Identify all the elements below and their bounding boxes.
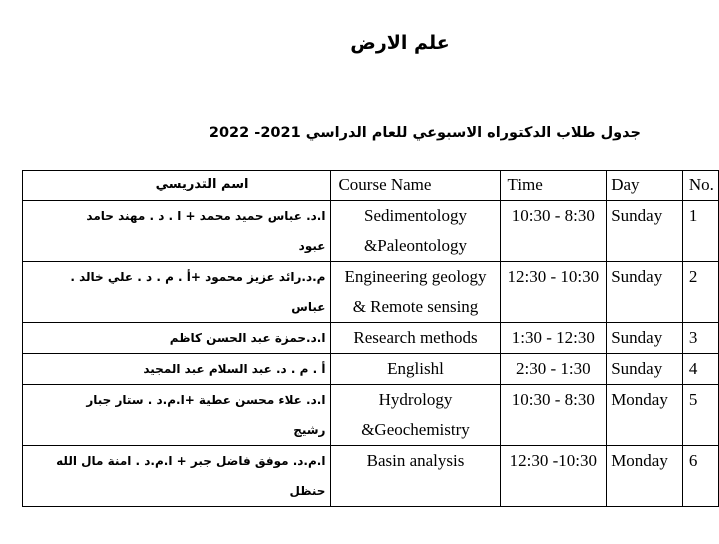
course-cell <box>331 354 500 385</box>
instructor-cell <box>23 201 331 262</box>
row-number: 4 <box>682 354 718 385</box>
table-header-row <box>23 171 719 201</box>
course-line: Basin analysis <box>366 451 465 470</box>
day-cell: Sunday <box>607 354 683 385</box>
header-time: Time <box>500 171 607 201</box>
instructor-line: م.د.رائد عزيز محمود +أ . م . د . علي خالد . <box>70 270 326 284</box>
instructor-line: عباس <box>291 300 326 314</box>
instructor-line: ا.د. عباس حميد محمد + ا . د . مهند حامد <box>86 209 326 223</box>
instructor-cell <box>23 385 331 446</box>
course-line: &Paleontology <box>364 236 467 255</box>
table-row <box>23 354 719 385</box>
course-line: & Remote sensing <box>352 297 479 316</box>
row-number: 1 <box>682 201 718 262</box>
header-no: No. <box>682 171 718 201</box>
course-line: Englishl <box>387 359 444 378</box>
instructor-line: حنظل <box>289 484 326 498</box>
day-cell: Sunday <box>607 201 683 262</box>
course-line: Sedimentology <box>364 206 467 225</box>
instructor-cell <box>23 323 331 354</box>
instructor-line: عبود <box>298 239 326 253</box>
time-cell: 2:30 - 1:30 <box>500 354 607 385</box>
time-cell: 10:30 - 8:30 <box>500 201 607 262</box>
instructor-cell <box>23 262 331 323</box>
course-line: Engineering geology <box>344 267 487 286</box>
course-line: &Geochemistry <box>361 420 470 439</box>
day-cell: Monday <box>607 446 683 507</box>
instructor-line: رشيج <box>293 423 326 437</box>
course-line: Hydrology <box>378 390 453 409</box>
header-day: Day <box>607 171 683 201</box>
schedule-table <box>22 170 719 507</box>
table-caption: جدول طلاب الدكتوراه الاسبوعي للعام الدراسي 2021- 2022 <box>208 125 641 141</box>
day-cell: Monday <box>607 385 683 446</box>
table-row <box>23 262 719 323</box>
course-cell <box>331 385 500 446</box>
time-cell: 1:30 - 12:30 <box>500 323 607 354</box>
course-cell <box>331 323 500 354</box>
page-title: علم الارض <box>350 32 450 54</box>
time-cell: 12:30 -10:30 <box>500 446 607 507</box>
course-cell <box>331 262 500 323</box>
table-row <box>23 385 719 446</box>
table-row <box>23 201 719 262</box>
instructor-line: ا.د.حمزة عبد الحسن كاظم <box>169 331 326 345</box>
instructor-line: أ . م . د. عبد السلام عبد المجيد <box>143 362 326 376</box>
row-number: 5 <box>682 385 718 446</box>
header-course: Course Name <box>331 171 500 201</box>
day-cell: Sunday <box>607 262 683 323</box>
row-number: 6 <box>682 446 718 507</box>
instructor-line: ا.د. علاء محسن عطية +ا.م.د . ستار جبار <box>86 393 326 407</box>
row-number: 3 <box>682 323 718 354</box>
header-instructor: اسم التدريسي <box>23 171 331 201</box>
instructor-cell <box>23 354 331 385</box>
time-cell: 10:30 - 8:30 <box>500 385 607 446</box>
day-cell: Sunday <box>607 323 683 354</box>
row-number: 2 <box>682 262 718 323</box>
course-line: Research methods <box>353 328 478 347</box>
time-cell: 12:30 - 10:30 <box>500 262 607 323</box>
instructor-line: ا.م.د. موفق فاضل جبر + ا.م.د . امنة مال الله <box>56 454 326 468</box>
course-cell <box>331 201 500 262</box>
table-row <box>23 323 719 354</box>
course-cell <box>331 446 500 507</box>
table-row <box>23 446 719 507</box>
instructor-cell <box>23 446 331 507</box>
